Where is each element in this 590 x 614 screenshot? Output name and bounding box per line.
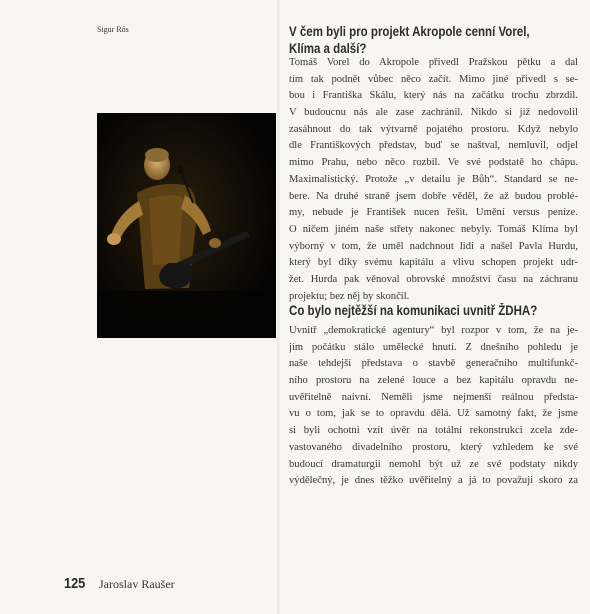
answer-line: vu o tom, jak se to opravdu dělá. Už samotný fakt, že jsme <box>289 408 578 420</box>
answer-line: jím počátku stálo umělecké hnutí. Z dnešního pohledu je <box>289 341 578 353</box>
answer-line: Maximalistický. Protože „v detailu je Bůh“. Standard se ne- <box>289 173 578 185</box>
answer-line: vastovaného divadelního prostoru, který vzhledem ke své <box>289 441 578 453</box>
answer-line: naše tehdejší představa o stavbě generačního multifunkč- <box>289 358 578 370</box>
answer-line: my, nebude je František nucen řešit. Umění versus peníze. <box>289 207 578 219</box>
answer-line: tím tak podnět vůbec něco začít. Mimo jiné přivedl s se- <box>289 73 578 85</box>
interview-question-1 <box>289 23 538 57</box>
answer-line: bere. Na druhé straně jsem dobře věděl, že až budou problé- <box>289 190 578 202</box>
answer-line: O ničem jiném naše střety nakonec nebyly. Tomáš Klíma byl <box>289 223 578 235</box>
interview-answer-1 <box>289 55 578 305</box>
answer-line: si byli ochotni vzít úvěr na totální rekonstrukci zcela zde- <box>289 425 578 437</box>
answer-line: který byl díky svému kapitálu a vlivu schopen projekt udr- <box>289 257 578 269</box>
answer-line: žet. Hurda pak věnoval obrovské množství času na záchranu <box>289 273 578 285</box>
page-number: 125 <box>64 575 86 592</box>
answer-line: budoucí dramaturgii nemohl být už ze své podstaty nikdy <box>289 458 578 470</box>
question-line: Co bylo nejtěžší na komunikaci uvnitř ŽDHA? <box>289 303 538 318</box>
answer-line: dle Františkových představ, buď se naštval, nemluvil, odjel <box>289 140 578 152</box>
answer-line: Uvnitř „demokratické agentury“ byl rozpor v tom, že na je- <box>289 325 578 336</box>
interview-answer-2 <box>289 323 578 490</box>
answer-line: Tomáš Vorel do Akropole přivedl Pražskou pětku a dal <box>289 57 578 68</box>
photo-caption: Sigur Rós <box>97 25 129 34</box>
answer-line: výdělečný, je dnes těžko uvěřitelný a já to považuji skoro za <box>289 475 578 487</box>
concert-photo <box>97 113 276 338</box>
interview-question-2 <box>289 302 538 319</box>
answer-line: projektu; bez něj by skončil. <box>289 290 410 302</box>
question-line: Klíma a další? <box>289 41 367 56</box>
question-line: V čem byli pro projekt Akropole cenní Vorel, <box>289 24 530 39</box>
answer-line: zasáhnout do tak výtvarně pojatého prostoru. Když nebylo <box>289 123 578 135</box>
concert-photo-image <box>97 113 276 338</box>
page-gutter <box>277 0 280 614</box>
answer-line: uvěřitelně naivní. Neměli jsme nejmenší reálnou předsta- <box>289 391 578 403</box>
answer-line: mimo Prahu, nebo něco rozbil. Ve své podstatě ho chápu. <box>289 157 578 169</box>
answer-line: bou i Františka Skálu, který nás na začátku trochu zbrzdil. <box>289 90 578 102</box>
answer-line: výborný v tom, že uměl nadchnout lidi a našel Pavla Hurdu, <box>289 240 578 252</box>
answer-line: V budoucnu nás ale zase zachránil. Nikdo si již nedovolil <box>289 107 578 119</box>
answer-line: ního prostoru na zelené louce a bez kapitálu opravdu ne- <box>289 375 578 387</box>
author-name: Jaroslav Raušer <box>99 577 175 591</box>
